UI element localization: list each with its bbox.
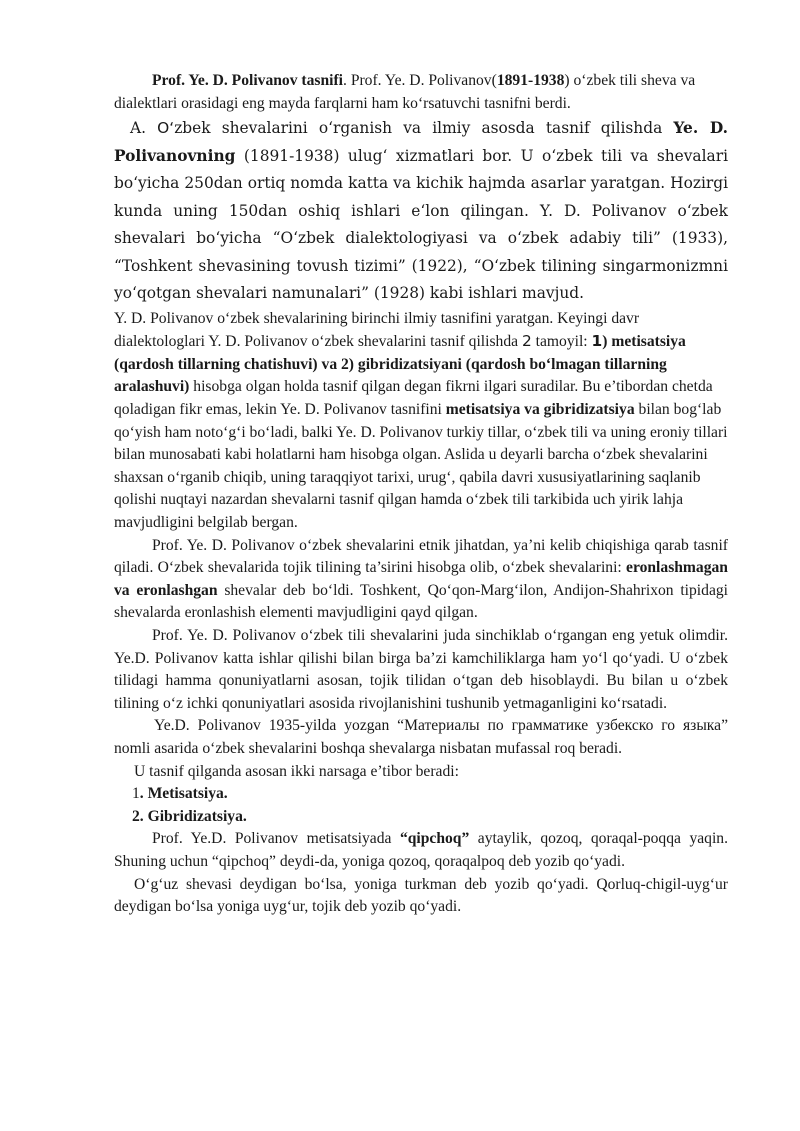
iranized-bold: eronlashmagan va eronlashgan [114, 559, 728, 599]
section-heading: Prof. Ye. D. Polivanov tasnifi [152, 72, 344, 89]
qipchoq-bold: “qipchoq” [399, 830, 470, 848]
lead-letter: O‘ [157, 119, 175, 138]
number-two: 2 [521, 332, 532, 351]
list-item-metisatsiya [114, 783, 728, 806]
paragraph-oguz: O‘g‘uz shevasi deydigan bo‘lsa, yoniga turkman deb yozib qo‘yadi. Qorluq-chigil-uyg‘ur deydigan bo‘lsa yoniga uyg‘ur, tojik deb yozib qo‘yadi. [114, 875, 728, 916]
list-number: 2 [132, 807, 140, 825]
paragraph-qipchoq [114, 828, 728, 873]
list-marker-a: A. [130, 119, 147, 138]
list-label: . Gibridizatsiya. [139, 807, 247, 825]
lifespan-years: 1891-1938 [496, 72, 565, 89]
list-item-gibridizatsiya [114, 806, 728, 829]
ethnic-text: Prof. Ye. D. Polivanov o‘zbek shevalarini etnik jihatdan, ya’ni kelib chiqishiga qarab tasnif qiladi. O‘zbek shevalarida tojik tilining ta’sirini hisobga olib, o‘zbek shevalarini: [114, 536, 728, 577]
classification-text-4: bilan bog‘lab qo‘yish ham noto‘g‘i bo‘ladi, balki Ye. D. Polivanov turkiy tillar, o‘zbek tili va uning eroniy tillari bilan munosabati kabi holatlarni ham hisobga olgan. Aslida u deyarli barcha o‘zbek shevalarini shaxsan o‘rganib chiqib, uning taraqqiyot tarixi, urug‘, qabila davri xususiyatlarining saqlanib qolishi nuqtayi nazardan shevalarni tasnif qilgan hamda o‘zbek tili tarkibida uch yirik lahja mavjudligini belgilab bergan. [114, 401, 728, 532]
list-label: . Metisatsiya. [139, 785, 228, 803]
intro-text-cont: ) o‘zbek tili sheva va dialektlari orasidagi eng mayda farqlarni ham ko‘rsatuvchi tasnifni berdi. [114, 72, 696, 112]
paragraph-critique: Prof. Ye. D. Polivanov o‘zbek tili shevalarini juda sinchiklab o‘rgangan eng yetuk olimdir. Ye.D. Polivanov katta ishlar qilishi bilan birga ba’zi kamchiliklarga ham yo‘l qo‘yadi. U o‘zbek tilidagi hamma qonuniyatlarni asosan, tojik tilidan o‘tgan deb hisoblaydi. Bu bilan u o‘zbek tilining o‘z ichki qonuniyatlari asosida rivojlanishini tushunib yetmaganligini ko‘rsatadi. [114, 627, 728, 712]
polivanov-name: Ye. D. Polivanovning [114, 119, 728, 165]
ethnic-text-cont: shevalar deb bo‘ldi. Toshkent, Qo‘qon-Marg‘ilon, Andijon-Shahrixon tipidagi shevalarda eronlashish elementi mavjudligini qayd qilgan. [114, 581, 728, 622]
paragraph-ethnic [114, 535, 728, 625]
classification-text-2: tamoyil: [531, 333, 592, 351]
document-page [114, 70, 728, 919]
paragraph-a [114, 115, 728, 308]
metisation-bold: metisatsiya va gibridizatsiya [445, 401, 635, 419]
qipchoq-text: Prof. Ye.D. Polivanov metisatsiyada [152, 830, 400, 848]
paragraph-intro [114, 70, 728, 115]
number-one: 1 [591, 332, 603, 351]
paragraph-a-text: zbek shevalarini o‘rganish va ilmiy asosda tasnif qilishda [174, 119, 674, 138]
classification-text: Y. D. Polivanov o‘zbek shevalarining birinchi ilmiy tasnifini yaratgan. Keyingi davr dialektologlari Y. D. Polivanov o‘zbek shevalarini tasnif qilishda [114, 309, 640, 351]
classification-text-3: hisobga olgan holda tasnif qilgan degan fikrni ilgari suradilar. Bu e’tibordan chetda qoladigan fikr emas, lekin Ye. D. Polivanov tasnifini [114, 378, 713, 419]
paragraph-1935: Ye.D. Polivanov 1935-yilda yozgan “Материалы по грамматике узбекско го языка” nomli asarida o‘zbek shevalarini boshqa shevalarga nisbatan mufassal roq beradi. [114, 717, 728, 757]
paragraph-two-things: U tasnif qilganda asosan ikki narsaga e’tibor beradi: [134, 762, 459, 780]
qipchoq-text-cont: aytaylik, qozoq, qoraqal-poqqa yaqin. Shuning uchun “qipchoq” deydi-da, yoniga qozoq, qoraqalpoq deb yozib qo‘yadi. [114, 830, 728, 870]
paragraph-classification [114, 308, 728, 535]
intro-text: . Prof. Ye. D. Polivanov( [343, 72, 497, 89]
paragraph-a-text-cont: (1891-1938) ulug‘ xizmatlari bor. U o‘zbek tili va shevalari bo‘yicha 250dan ortiq nomda katta va kichik hajmda asarlar yaratgan. Hozirgi kunda uning 150dan oshiq ishlari e‘lon qilingan. Y. D. Polivanov o‘zbek shevalari bo‘yicha “O‘zbek dialektologiyasi va o‘zbek adabiy tili” (1933), “Toshkent shevasining tovush tizimi” (1922), “O‘zbek tilining singarmonizmni yo‘qotgan shevalari namunalari” (1928) kabi ishlari mavjud. [114, 146, 728, 303]
principles-bold: ) metisatsiya (qardosh tillarning chatishuvi) va 2) gibridizatsiyani (qardosh bo‘lmagan tillarning aralashuvi) [114, 333, 686, 396]
list-number: 1 [132, 785, 140, 803]
